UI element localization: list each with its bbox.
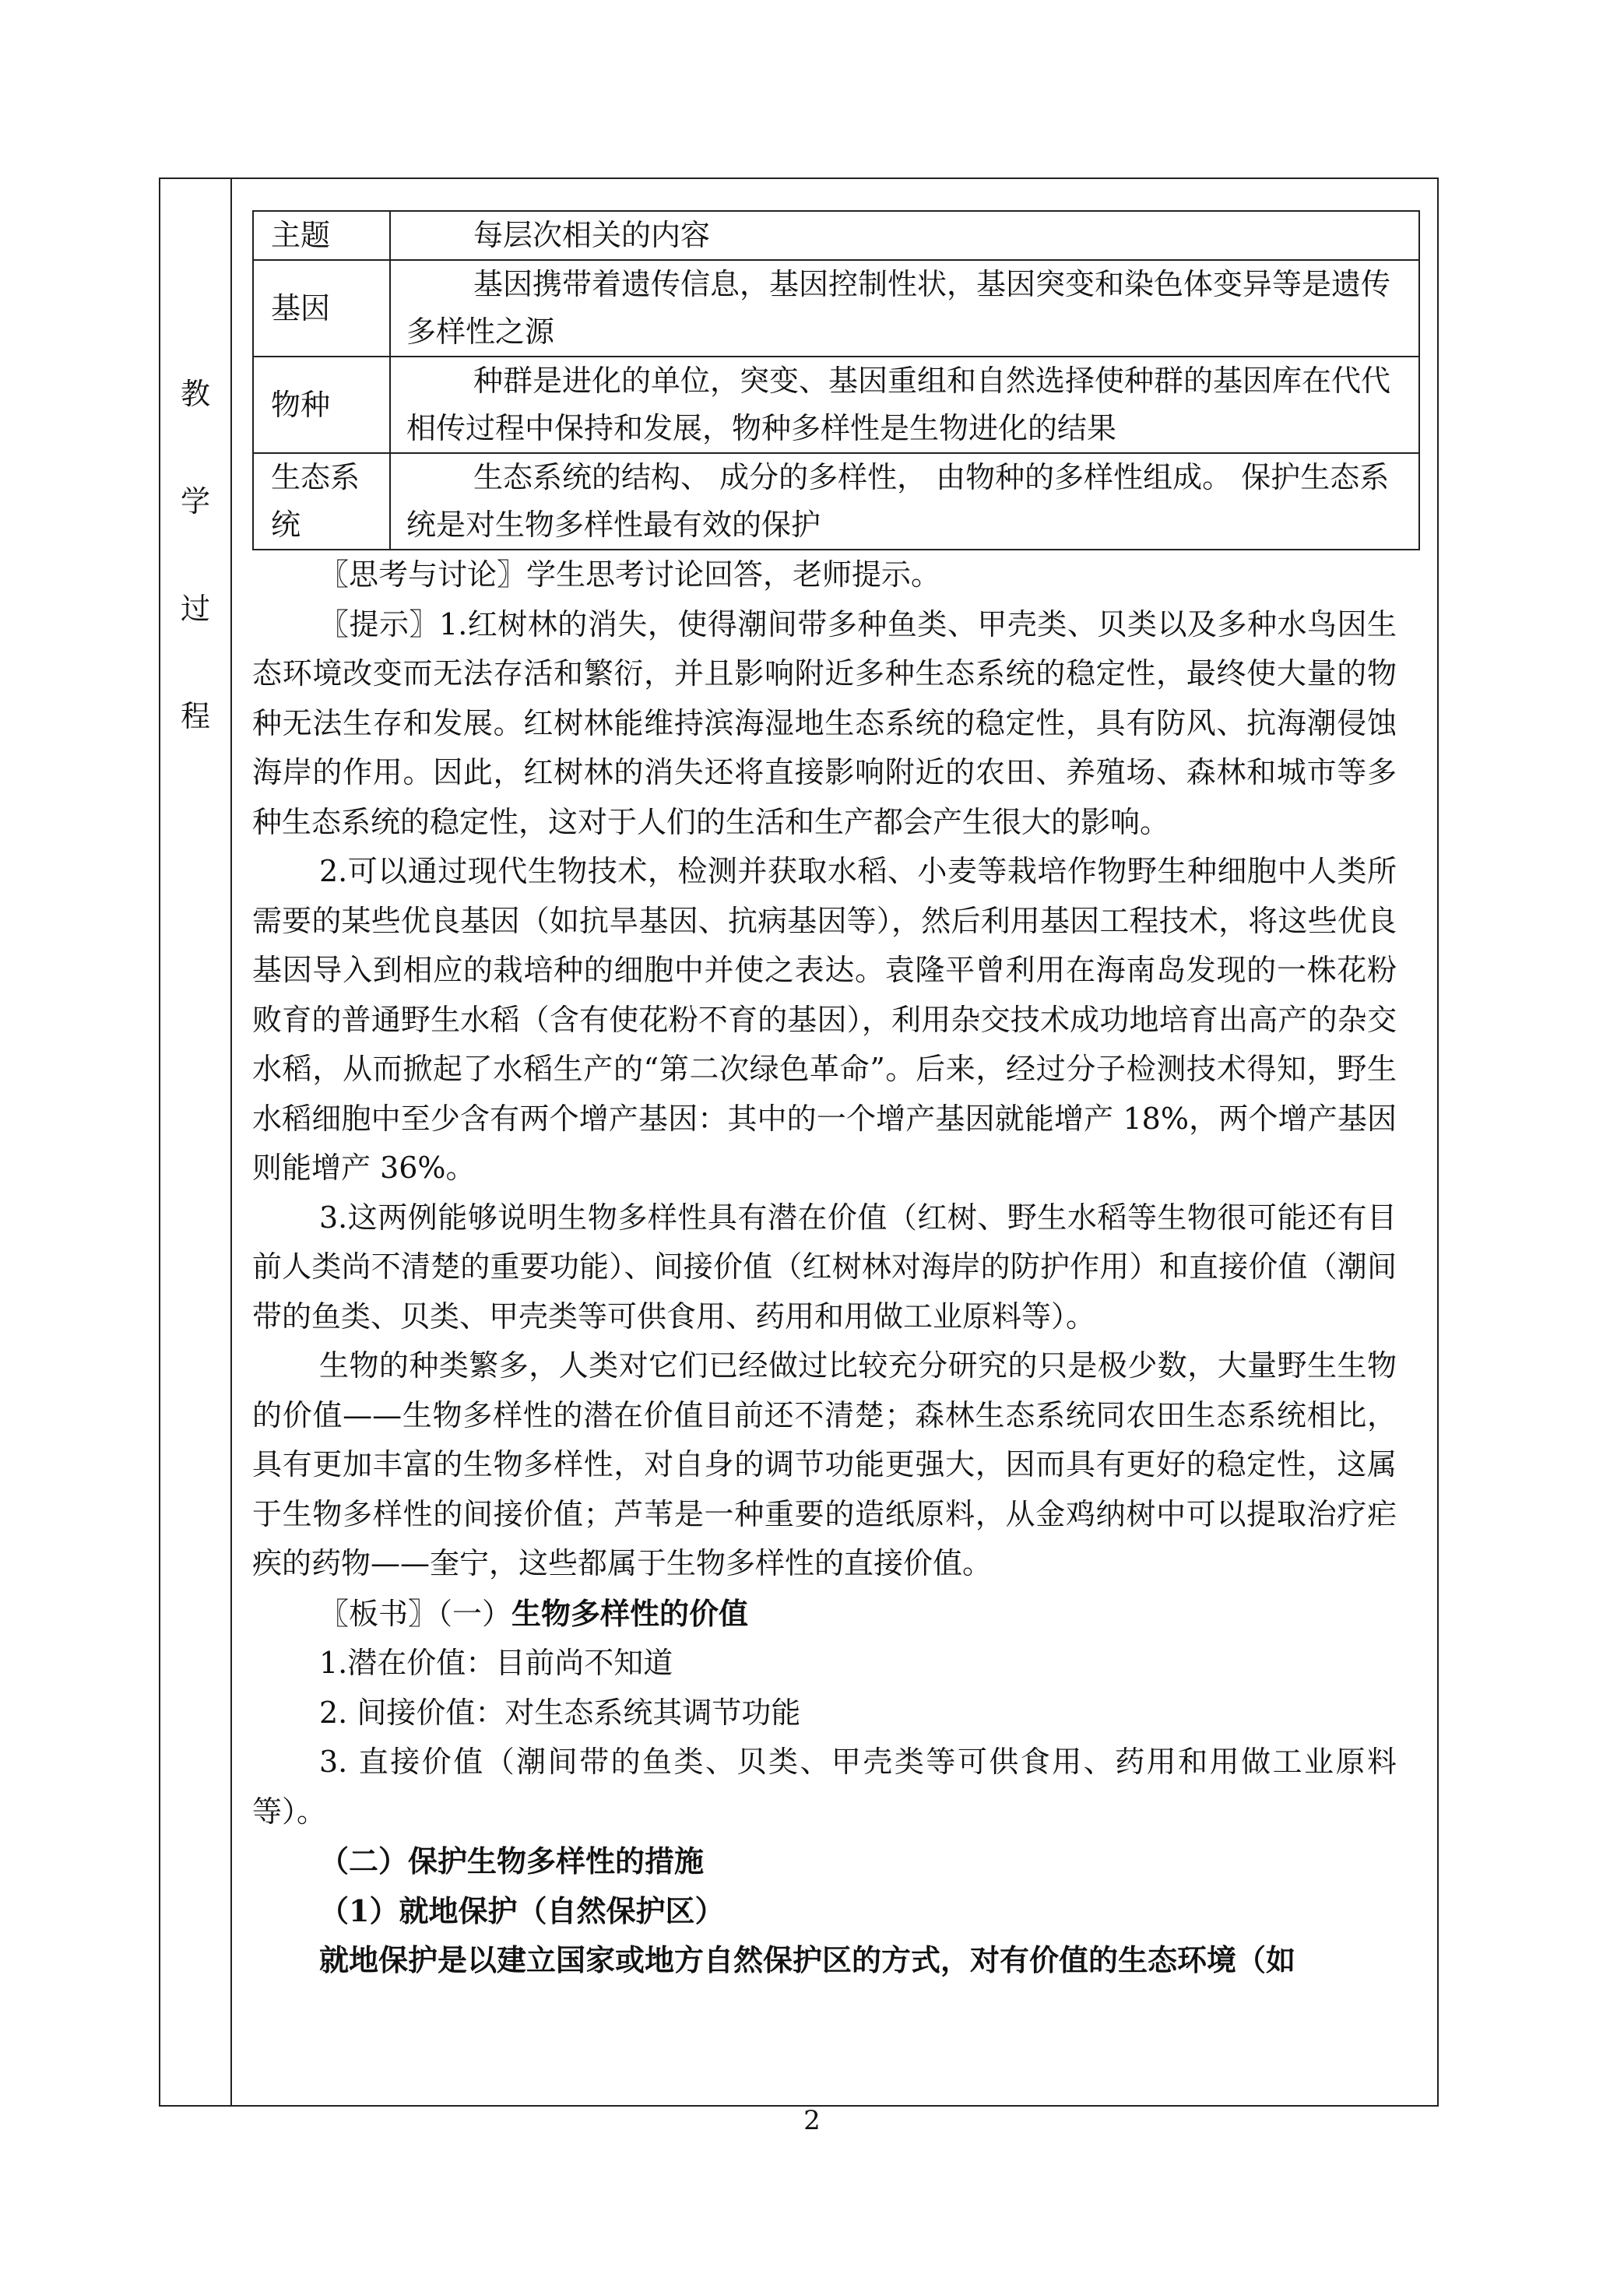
side-label-char: 程 (180, 699, 210, 733)
table-row (253, 357, 1419, 453)
in-situ-paragraph: 就地保护是以建立国家或地方自然保护区的方式，对有价值的生态环境（如 (319, 1942, 1296, 1977)
page-number: 2 (803, 2105, 821, 2136)
discussion-paragraph: 〖思考与讨论〗学生思考讨论回答，老师提示。 (319, 557, 941, 592)
value-item-1: 1.潜在价值：目前尚不知道 (319, 1646, 673, 1680)
table-cell-content: 每层次相关的内容 (390, 211, 1419, 260)
table-cell-theme: 物种 (253, 357, 390, 453)
table-cell-content: 基因携带着遗传信息，基因控制性状，基因突变和染色体变异等是遗传多样性之源 (390, 260, 1419, 357)
side-label-char: 教 (180, 377, 210, 411)
table-row (253, 260, 1419, 357)
value-item-2: 2. 间接价值：对生态系统其调节功能 (319, 1695, 801, 1730)
body-text (252, 550, 1420, 1985)
table-cell-content: 生态系统的结构、 成分的多样性， 由物种的多样性组成。 保护生态系统是对生物多样性最有效的保护 (390, 453, 1419, 550)
table-cell-theme: 主题 (253, 211, 390, 260)
table-row (253, 211, 1419, 260)
board-prefix: 〖板书〗（一） (319, 1596, 512, 1631)
board-heading (252, 1589, 1397, 1640)
lesson-content (252, 210, 1420, 1985)
board-title: 生物多样性的价值 (511, 1595, 749, 1631)
lesson-frame (159, 177, 1439, 2107)
summary-paragraph: 生物的种类繁多，人类对它们已经做过比较充分研究的只是极少数，大量野生生物的价值——生物多样性的潜在价值目前还不清楚；森林生态系统同农田生态系统相比，具有更加丰富的生物多样性，对自身的调节功能更强大，因而具有更好的稳定性，这属于生物多样性的间接价值；芦苇是一种重要的造纸原料，从金鸡纳树中可以提取治疗疟疾的药物——奎宁，这些都属于生物多样性的直接价值。 (252, 1348, 1397, 1580)
hint-paragraph-2: 2.可以通过现代生物技术，检测并获取水稻、小麦等栽培作物野生种细胞中人类所需要的某些优良基因（如抗旱基因、抗病基因等），然后利用基因工程技术，将这些优良基因导入到相应的栽培种的细胞中并使之表达。袁隆平曾利用在海南岛发现的一株花粉败育的普通野生水稻（含有使花粉不育的基因），利用杂交技术成功地培育出高产的杂交水稻，从而掀起了水稻生产的“第二次绿色革命”。后来，经过分子检测技术得知，野生水稻细胞中至少含有两个增产基因：其中的一个增产基因就能增产 18%，两个增产基因则能增产 36%。 (252, 854, 1397, 1185)
side-label-char: 学 (180, 484, 210, 518)
table-cell-theme: 基因 (253, 260, 390, 357)
table-cell-content: 种群是进化的单位，突变、基因重组和自然选择使种群的基因库在代代相传过程中保持和发展，物种多样性是生物进化的结果 (390, 357, 1419, 453)
hint-paragraph-3: 3.这两例能够说明生物多样性具有潜在价值（红树、野生水稻等生物很可能还有目前人类尚不清楚的重要功能）、间接价值（红树林对海岸的防护作用）和直接价值（潮间带的鱼类、贝类、甲壳类等可供食用、药用和用做工业原料等）。 (252, 1200, 1397, 1334)
column-divider (230, 179, 232, 2105)
value-item-3: 3. 直接价值（潮间带的鱼类、贝类、甲壳类等可供食用、药用和用做工业原料等）。 (252, 1745, 1397, 1829)
side-label-char: 过 (180, 592, 210, 626)
subsection-heading-in-situ: （1）就地保护（自然保护区） (319, 1893, 725, 1928)
hint-paragraph-1: 〖提示〗1.红树林的消失，使得潮间带多种鱼类、甲壳类、贝类以及多种水鸟因生态环境改变而无法存活和繁衍，并且影响附近多种生态系统的稳定性，最终使大量的物种无法生存和发展。红树林能维持滨海湿地生态系统的稳定性，具有防风、抗海潮侵蚀海岸的作用。因此，红树林的消失还将直接影响附近的农田、养殖场、森林和城市等多种生态系统的稳定性，这对于人们的生活和生产都会产生很大的影响。 (252, 606, 1397, 839)
table-row (253, 453, 1419, 550)
diversity-levels-table (252, 210, 1420, 550)
table-cell-theme: 生态系统 (253, 453, 390, 550)
section-heading-protection: （二）保护生物多样性的措施 (319, 1843, 705, 1879)
